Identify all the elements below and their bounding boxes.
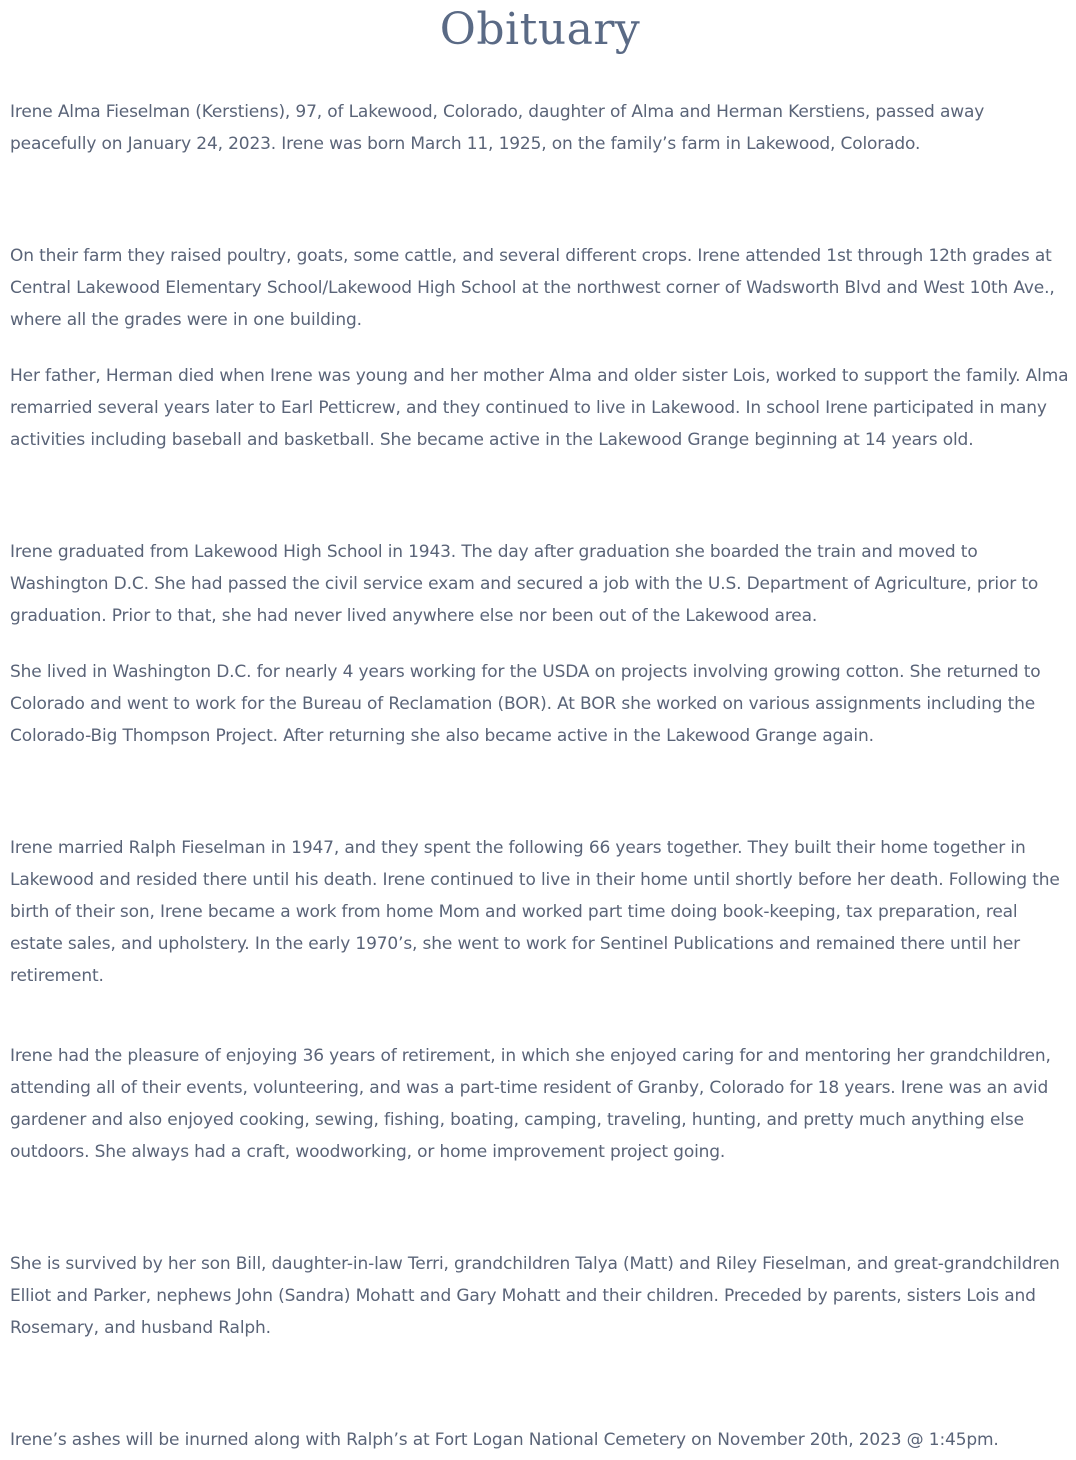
paragraph-farm-school: On their farm they raised poultry, goats, some cattle, and several different crops. Irene attended 1st through 12th grades at Central Lakewood Elementary School/Lakewood High School at the northwest corner of Wadsworth Blvd and West 10th Ave., where all the grades were in one building. xyxy=(10,246,1055,330)
paragraph-graduation: Irene graduated from Lakewood High School in 1943. The day after graduation she boarded the train and moved to Washington D.C. She had passed the civil service exam and secured a job with the U.S. Department of Agriculture, prior to graduation. Prior to that, she had never lived anywhere else nor been out of the Lakewood area. xyxy=(10,542,1039,626)
paragraph-birth: Irene Alma Fieselman (Kerstiens), 97, of Lakewood, Colorado, daughter of Alma and Herman Kerstiens, passed away peacefully on January 24, 2023. Irene was born March 11, 1925, on the family’s farm in Lakewood, Colorado. xyxy=(10,102,985,154)
paragraph-family: Her father, Herman died when Irene was young and her mother Alma and older sister Lois, worked to support the family. Alma remarried several years later to Earl Petticrew, and they continued to live in Lakewood. In school Irene participated in many activities including baseball and basketball. She became active in the Lakewood Grange beginning at 14 years old. xyxy=(10,366,1069,450)
paragraph-survivors: She is survived by her son Bill, daughter-in-law Terri, grandchildren Talya (Matt) and Riley Fieselman, and great-grandchildren Elliot and Parker, nephews John (Sandra) Mohatt and Gary Mohatt and their children. Preceded by parents, sisters Lois and Rosemary, and husband Ralph. xyxy=(10,1254,1060,1338)
paragraph-retirement: Irene had the pleasure of enjoying 36 years of retirement, in which she enjoyed caring for and mentoring her grandchildren, attending all of their events, volunteering, and was a part-time resident of Granby, Colorado for 18 years. Irene was an avid gardener and also enjoyed cooking, sewing, fishing, boating, camping, traveling, hunting, and pretty much anything else outdoors. She always had a craft, woodworking, or home improvement project going. xyxy=(10,1046,1051,1162)
paragraph-marriage: Irene married Ralph Fieselman in 1947, and they spent the following 66 years together. They built their home together in Lakewood and resided there until his death. Irene continued to live in their home until shortly before her death. Following the birth of their son, Irene became a work from home Mom and worked part time doing book-keeping, tax preparation, real estate sales, and upholstery. In the early 1970’s, she went to work for Sentinel Publications and remained there until her retirement. xyxy=(10,838,1060,986)
paragraph-inurnment: Irene’s ashes will be inurned along with Ralph’s at Fort Logan National Cemetery on November 20th, 2023 @ 1:45pm. xyxy=(10,1430,999,1450)
page-title: Obituary xyxy=(439,4,641,55)
paragraph-usda-bor: She lived in Washington D.C. for nearly 4 years working for the USDA on projects involving growing cotton. She returned to Colorado and went to work for the Bureau of Reclamation (BOR). At BOR she worked on various assignments including the Colorado-Big Thompson Project. After returning she also became active in the Lakewood Grange again. xyxy=(10,662,1041,746)
